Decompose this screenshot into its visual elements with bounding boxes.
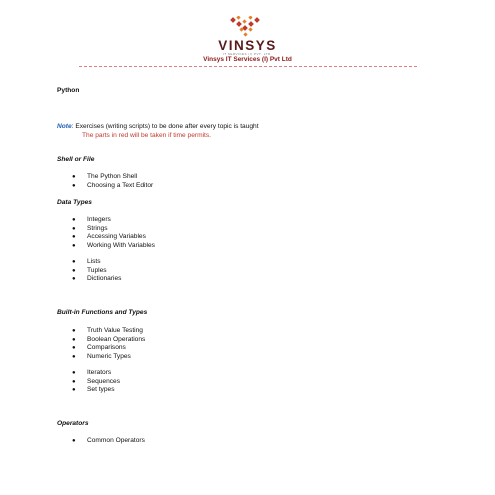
bullet-icon: ● (72, 225, 76, 232)
list-item: ● Choosing a Text Editor (72, 181, 154, 189)
list-item: ● Numeric Types (72, 352, 131, 360)
bullet-icon: ● (72, 378, 76, 385)
list-item: ● Integers (72, 216, 111, 223)
topic-list (72, 327, 145, 361)
optional-content-note: The parts in red will be taken if time permits. (82, 132, 211, 139)
bullet-icon: ● (72, 174, 76, 180)
brand-subtitle: IT SERVICES (I) PVT. LTD. (222, 52, 272, 56)
bullet-icon: ● (72, 438, 76, 444)
brand-name: VINSYS (218, 38, 277, 53)
note-text: : Exercises (writing scripts) to be done after every topic is taught (71, 123, 259, 130)
list-item: ● Set types (72, 386, 115, 393)
bullet-icon: ● (72, 387, 76, 393)
bullet-icon: ● (72, 217, 76, 223)
list-item: ● Comparisons (72, 344, 126, 351)
bullet-icon: ● (72, 370, 76, 376)
list-item: ● Lists (72, 258, 101, 265)
topic-list (72, 258, 121, 284)
bullet-icon: ● (72, 328, 76, 334)
topic-list (72, 437, 145, 446)
list-item: ● Strings (72, 224, 108, 232)
bullet-icon: ● (72, 353, 76, 360)
bullet-icon: ● (72, 345, 76, 351)
list-item: ● Tuples (72, 266, 107, 274)
list-item: ● Sequences (72, 377, 120, 385)
list-item: ● Accessing Variables (72, 233, 146, 240)
list-item: ● Working With Variables (72, 241, 155, 249)
list-item: ● Common Operators (72, 437, 145, 444)
list-item: ● Iterators (72, 369, 112, 376)
list-item: ● Boolean Operations (72, 335, 146, 343)
section-title: Operators (57, 420, 89, 427)
topic-list (72, 369, 120, 395)
note-label: Note (57, 123, 72, 130)
bullet-icon: ● (72, 242, 76, 249)
bullet-icon: ● (72, 336, 76, 343)
list-item: ● Dictionaries (72, 275, 122, 282)
company-name: Vinsys IT Services (I) Pvt Ltd (203, 56, 292, 63)
bullet-icon: ● (72, 259, 76, 265)
bullet-icon: ● (72, 276, 76, 282)
topic-list (72, 216, 155, 250)
bullet-icon: ● (72, 267, 76, 274)
document-title: Python (57, 87, 80, 94)
section-title: Shell or File (57, 156, 95, 163)
note-line (57, 123, 259, 131)
header-divider (79, 66, 417, 67)
bullet-icon: ● (72, 234, 76, 240)
bullet-icon: ● (72, 182, 76, 189)
section-title: Data Types (57, 199, 92, 206)
topic-list (72, 173, 153, 190)
list-item: ● The Python Shell (72, 173, 138, 180)
section-title: Built-in Functions and Types (57, 309, 148, 316)
list-item: ● Truth Value Testing (72, 327, 143, 334)
